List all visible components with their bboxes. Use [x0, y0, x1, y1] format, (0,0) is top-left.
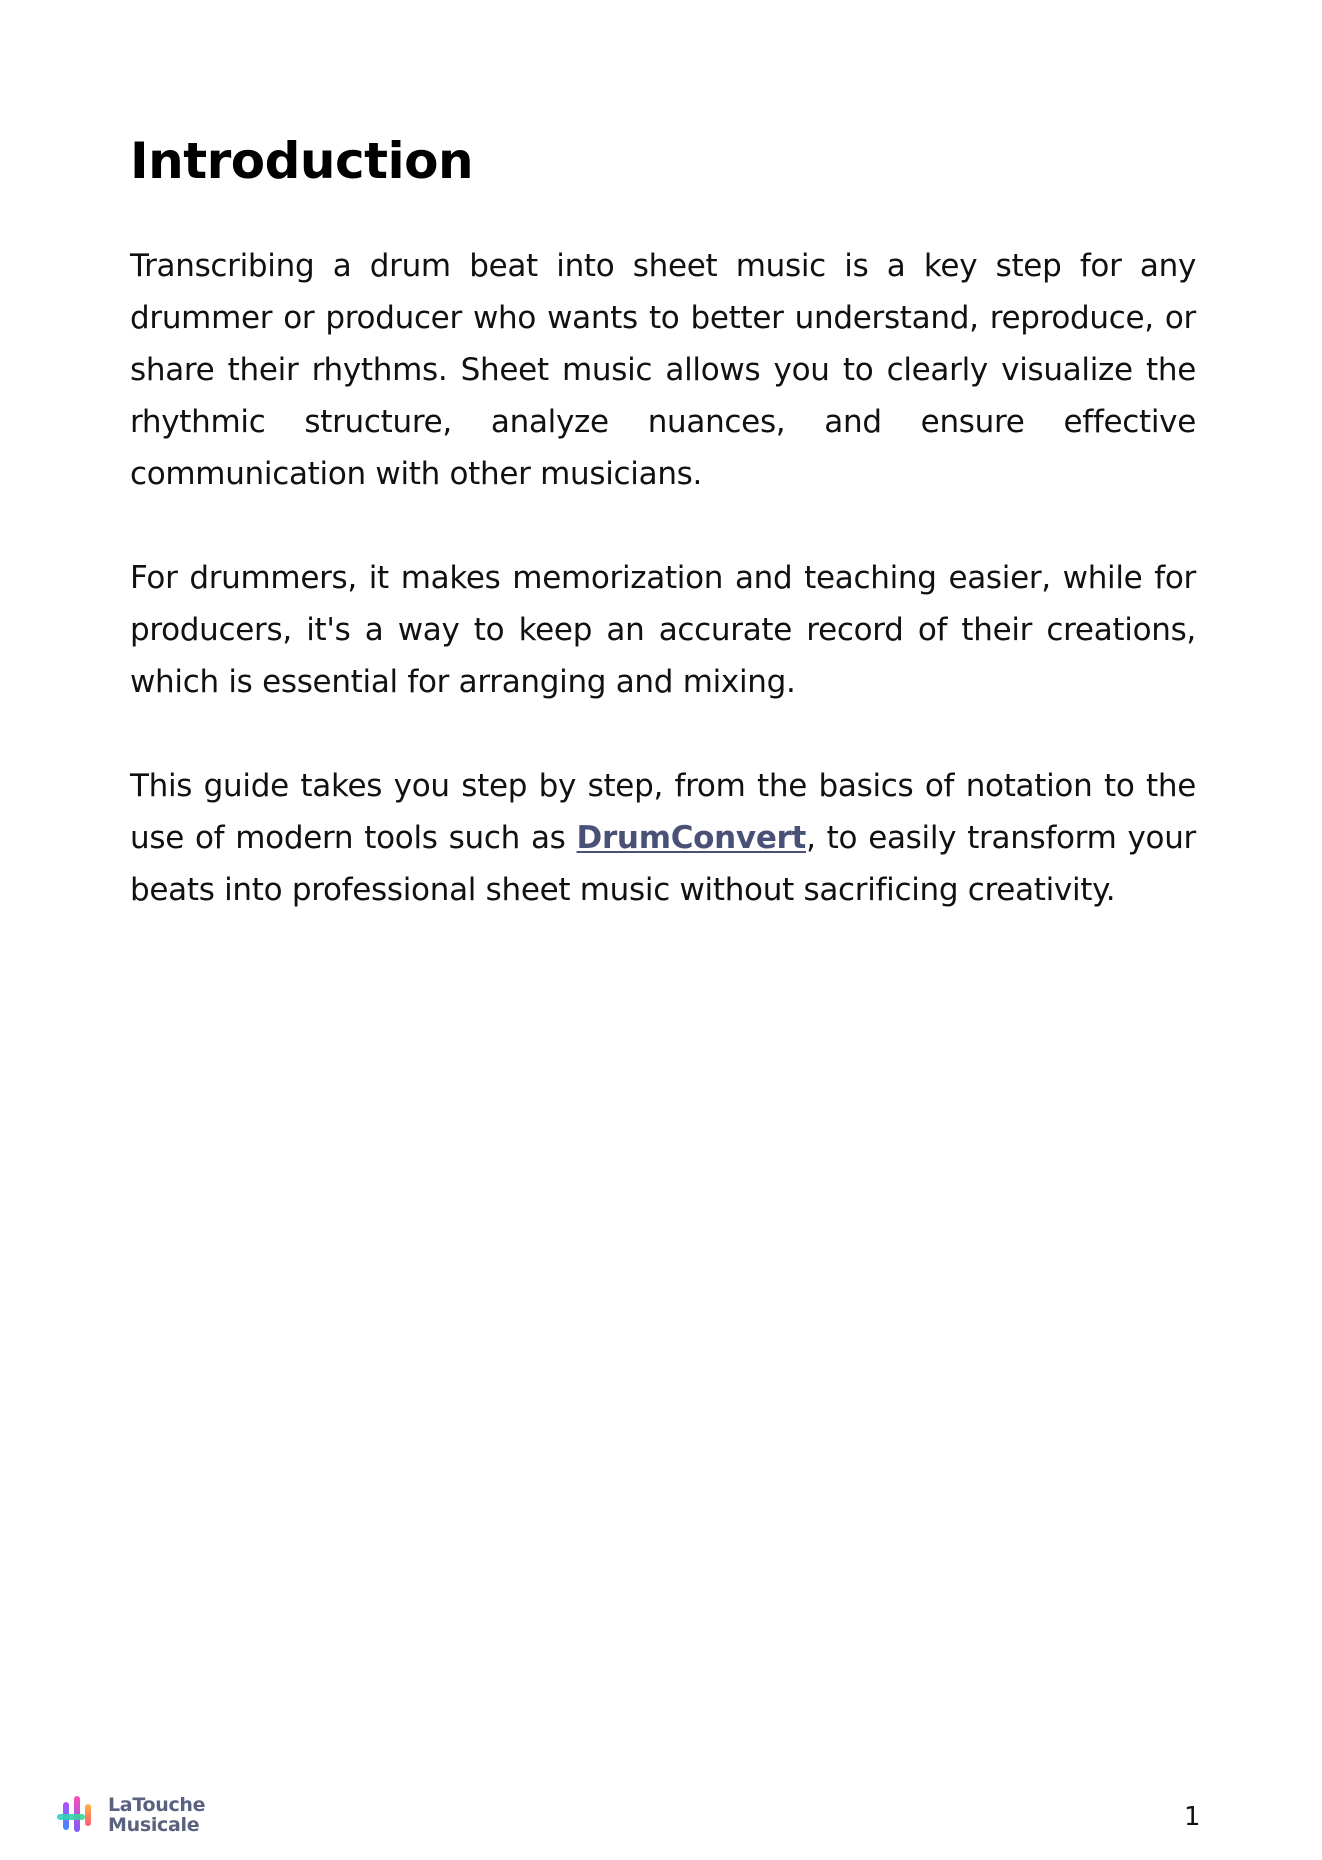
drumconvert-link[interactable]: DrumConvert [576, 820, 807, 856]
page-number: 1 [1184, 1802, 1201, 1832]
page-title: Introduction [130, 132, 474, 190]
latouche-musicale-logo-icon [56, 1794, 98, 1836]
paragraph-guide-text-after: , to easily transform your beats into professional sheet music without sacrificing creativity. [130, 820, 1196, 908]
paragraph-drummers-producers: For drummers, it makes memorization and teaching easier, while for producers, it's a way to keep an accurate record of their creations, which is essential for arranging and mixing. [130, 560, 1196, 700]
paragraph-guide [130, 760, 1196, 916]
footer-logo [56, 1794, 205, 1836]
logo-wordmark [108, 1795, 205, 1835]
logo-text-line1: LaTouche [108, 1794, 206, 1816]
logo-text-line2: Musicale [108, 1814, 200, 1836]
paragraph-intro: Transcribing a drum beat into sheet music is a key step for any drummer or producer who wants to better understand, reproduce, or share their rhythms. Sheet music allows you to clearly visualize the rhythmic structure, analyze nuances, and ensure effective communication with other musicians. [130, 248, 1196, 492]
paragraph-guide-text-before: This guide takes you step by step, from the basics of notation to the use of modern tools such as [130, 768, 1196, 856]
